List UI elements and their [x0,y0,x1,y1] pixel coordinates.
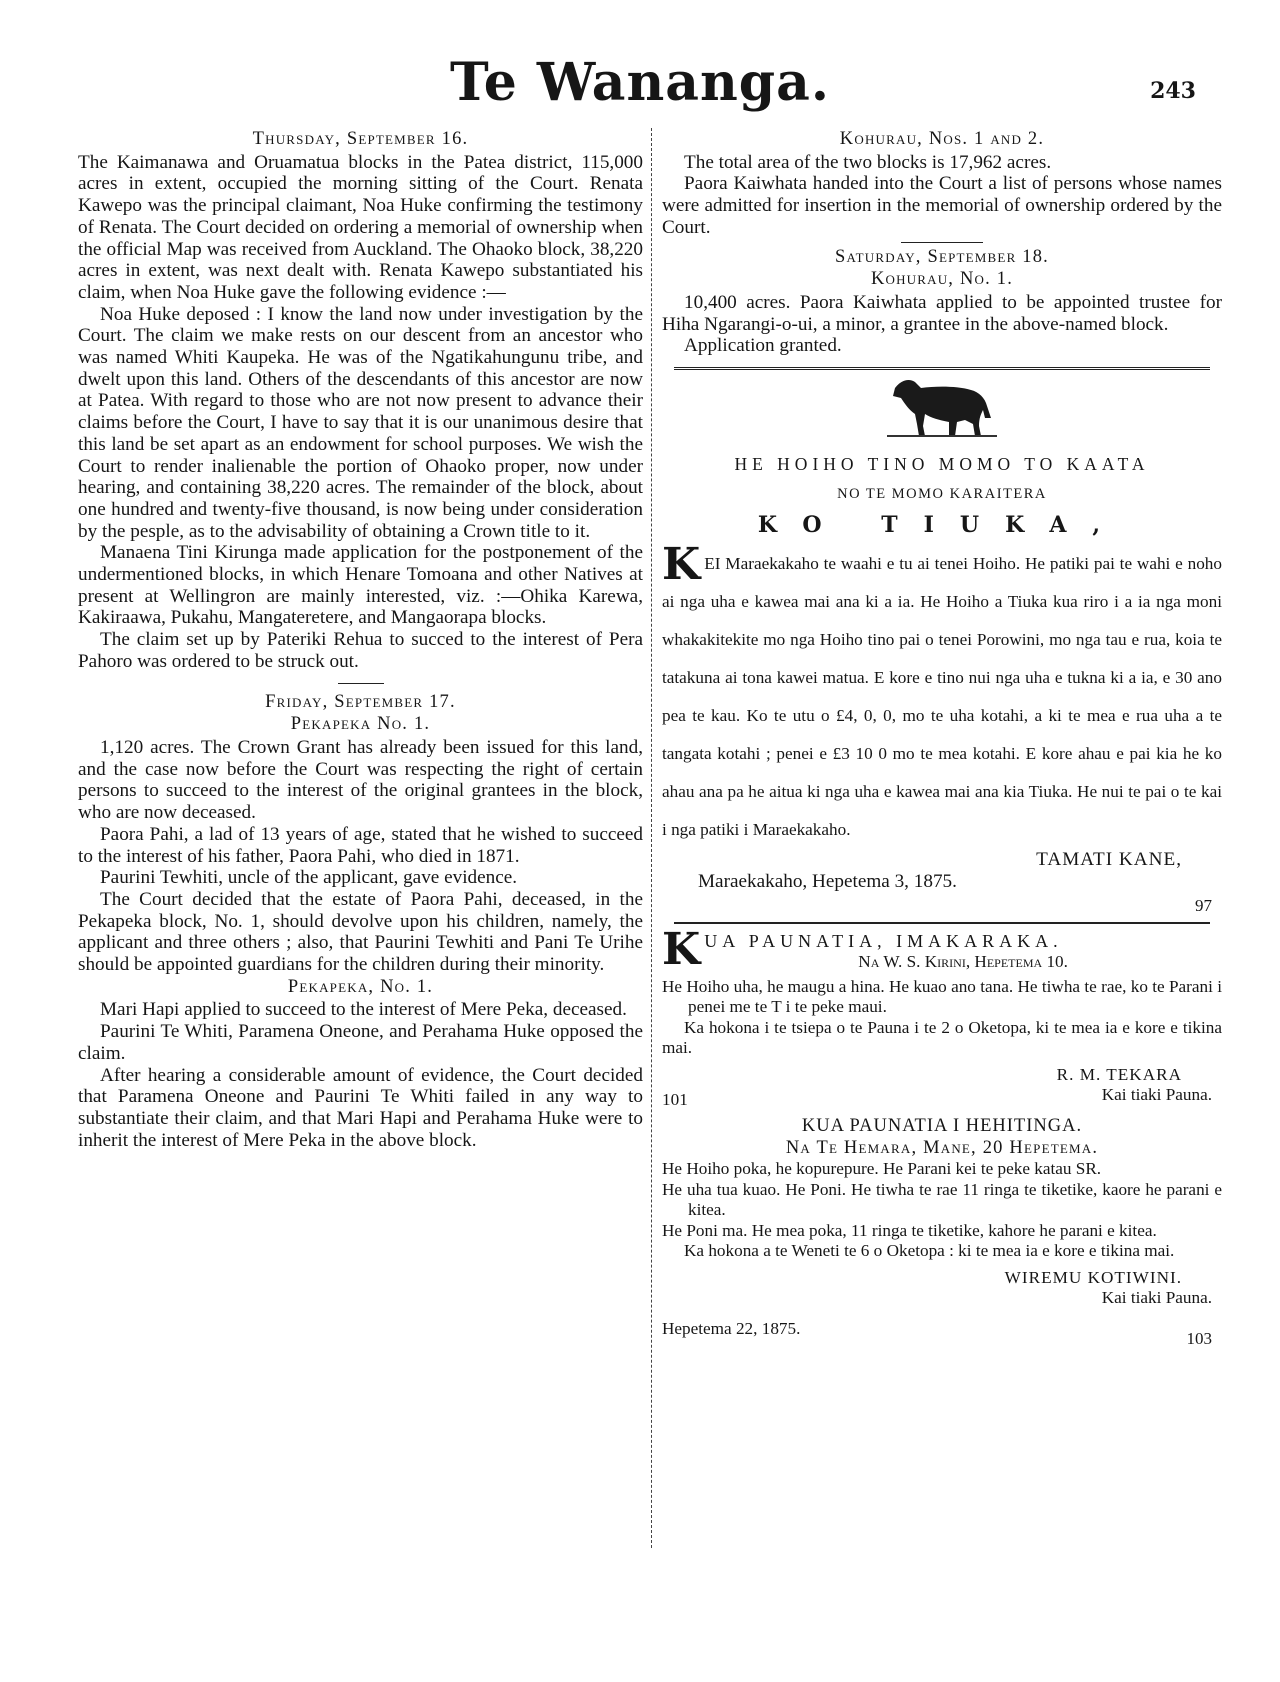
paragraph: The Kaimanawa and Oruamatua blocks in the Patea district, 115,000 acres in extent, occupied the morning sitting of the Court. Renata Kawepo was the principal claimant, Noa Huke confirming the testimony of Renata. The Court decided on ordering a memorial of ownership when the official Map was received from Auckland. The Ohaoko block, 38,220 acres in extent, was next dealt with. Renata Kawepo substantiated his claim, when Noa Huke gave the following evidence :— [78,151,643,303]
page-number: 243 [1150,78,1196,104]
drop-cap: K [662,539,701,591]
paragraph: Manaena Tini Kirunga made application for the postponement of the undermentioned blocks, in which Henare Tomoana and other Natives at present at Wellingron are mainly interested, viz. :—Ohika Karewa, Kakiraawa, Pukahu, Mangateretere, and Mangaorapa blocks. [78,542,643,629]
paragraph: The total area of the two blocks is 17,962 acres. [684,151,1052,173]
left-column [78,128,643,1151]
section-heading: Thursday, September 16. [252,129,469,149]
paragraph: He Poni ma. He mea poka, 11 ringa te tiketike, kahore he parani e kitea. [662,1220,1157,1240]
paragraph: Ka hokona i te tsiepa o te Pauna i te 2 o Oketopa, ki te mea ia e kore e tikina mai. [662,1017,1222,1058]
paragraph: He Hoiho poka, he kopurepure. He Parani kei te peke katau SR. [662,1159,1102,1179]
ad-subtitle: NO TE MOMO KARAITERA [837,485,1047,502]
ad-signature: TAMATI KANE, [1036,849,1182,871]
ad-place-date: Maraekakaho, Hepetema 3, 1875. [698,870,957,892]
column-divider [651,128,652,1548]
paragraph: Paora Kaiwhata handed into the Court a list of persons whose names were admitted for insertion in the memorial of ownership ordered by the Court. [662,173,1222,238]
ad-title: HE HOIHO TINO MOMO TO KAATA [734,454,1150,475]
rule [674,922,1210,924]
horse-illustration [662,374,1222,442]
notice-date: Hepetema 22, 1875. [662,1318,801,1338]
section-divider [338,683,384,684]
notice-signature: R. M. TEKARA [1056,1064,1182,1084]
notice-subheading: Na Te Hemara, Mane, 20 Hepetema. [785,1137,1099,1158]
notice-keeper: Kai tiaki Pauna. [1101,1085,1212,1105]
paragraph: Paurini Te Whiti, Paramena Oneone, and Perahama Huke opposed the claim. [78,1021,643,1064]
subsection-heading: Kohurau, No. 1. [870,269,1014,290]
drop-cap: K [662,924,701,976]
right-column [662,128,1222,1350]
pound-notice [662,1116,1222,1350]
paragraph: He Hoiho uha, he maugu a hina. He kuao ano tana. He tiwha te rae, ko te Parani i penei me te T i te peke maui. [662,976,1222,1017]
pound-notice [662,924,1222,1110]
double-rule [674,367,1210,370]
paragraph: He uha tua kuao. He Poni. He tiwha te rae 11 ringa te tiketike, kaore he parani e kitea. [662,1179,1222,1220]
notice-signature: WIREMU KOTIWINI. [1004,1267,1182,1287]
subsection-heading: Pekapeka, No. 1. [287,976,434,997]
section-heading: Saturday, September 18. [835,246,1049,267]
paragraph: After hearing a considerable amount of evidence, the Court decided that Paramena Oneone and Paurini Te Whiti failed in any way to substantiate their claim, and that Mari Hapi and Perahama Huke were to inherit the interest of Mere Peka in the above block. [78,1064,643,1151]
paragraph: The Court decided that the estate of Paora Pahi, deceased, in the Pekapeka block, No. 1, should devolve upon his children, namely, the applicant and three others ; also, that Paurini Tewhiti and Pani Te Urihe should be appointed guardians for the children during their minority. [78,888,643,976]
paragraph: Paora Pahi, a lad of 13 years of age, stated that he wished to succeed to the interest of his father, Paora Pahi, who died in 1871. [78,823,643,867]
notice-number: 103 [1186,1329,1212,1349]
notice-number: 101 [662,1089,688,1109]
stallion-advertisement [662,374,1222,916]
section-heading: Friday, September 17. [265,691,456,712]
notice-heading: KUA PAUNATIA I HEHITINGA. [801,1116,1083,1137]
paragraph: 1,120 acres. The Crown Grant has already been issued for this land, and the case now before the Court was respecting the right of certain persons to succeed to the interest of the original grantees in the block, who are now deceased. [78,736,643,824]
ad-number: 97 [1195,895,1212,915]
paragraph: Mari Hapi applied to succeed to the interest of Mere Peka, deceased. [100,999,627,1021]
notice-heading: UA PAUNATIA, IMAKARAKA. [704,931,1063,952]
paragraph: Noa Huke deposed : I know the land now under investigation by the Court. The claim we make rests on our descent from an ancestor who was named Whiti Kaupeka. He was of the Ngatikahungunu tribe, and dwelt upon this land. Others of the descendants of this ancestor are now at Patea. With regard to those who are not now present to advance their claims before the Court, I have to say that it is our unanimous desire that this land be set apart as an endowment for school purposes. We wish the Court to render inalienable the portion of Ohaoko proper, now under hearing, and containing 38,220 acres. The remainder of the block, about one hundred and twenty-five thousand, is now being under consideration by the pesple, as to the advisability of obtaining a Crown title to it. [78,303,643,542]
horse-icon [887,374,997,440]
section-heading: Kohurau, Nos. 1 and 2. [839,129,1045,149]
paragraph: Paurini Tewhiti, uncle of the applicant, gave evidence. [100,867,518,889]
paragraph: 10,400 acres. Paora Kaiwhata applied to be appointed trustee for Hiha Ngarangi-o-ui, a minor, a grantee in the above-named block. [662,291,1222,335]
paragraph: Ka hokona a te Weneti te 6 o Oketopa : ki te mea ia e kore e tikina mai. [684,1241,1175,1261]
subsection-heading: Pekapeka No. 1. [290,714,431,735]
ad-horse-name: KO TIUKA, [757,512,1127,539]
ad-text: EI Maraekakaho te waahi e tu ai tenei Hoiho. He patiki pai te wahi e noho ai nga uha e kawea mai ana ki a ia. He Hoiho a Tiuka kua riro i a ia nga moni whakakitekite mo nga Hoiho tino pai o tenei Porowini, mo nga tau e rua, koia te tatakuna ai tona kawei matua. E kore e tino nui nga uha e tukna ki a ia, e 30 ano pea te kau. Ko te utu o £4, 0, 0, mo te uha kotahi, a ki te mea e rua uha a te tangata kotahi ; penei e £3 10 0 mo te mea kotahi. E kore ahau e pai kia he ko ahau ana pa he aitua ki nga uha e kawea mai ana kia Tiuka. He nui te pai o te kai i nga patiki i Maraekakaho. [662,554,1222,840]
ad-body [662,539,1222,849]
section-divider [901,242,983,243]
paragraph: Application granted. [684,335,842,357]
masthead: Te Wananga. [450,52,830,113]
notice-keeper: Kai tiaki Pauna. [1101,1288,1212,1308]
notice-subheading: Na W. S. Kirini, Hepetema 10. [858,952,1068,972]
paragraph: The claim set up by Pateriki Rehua to succed to the interest of Pera Pahoro was ordered to be struck out. [78,629,643,672]
